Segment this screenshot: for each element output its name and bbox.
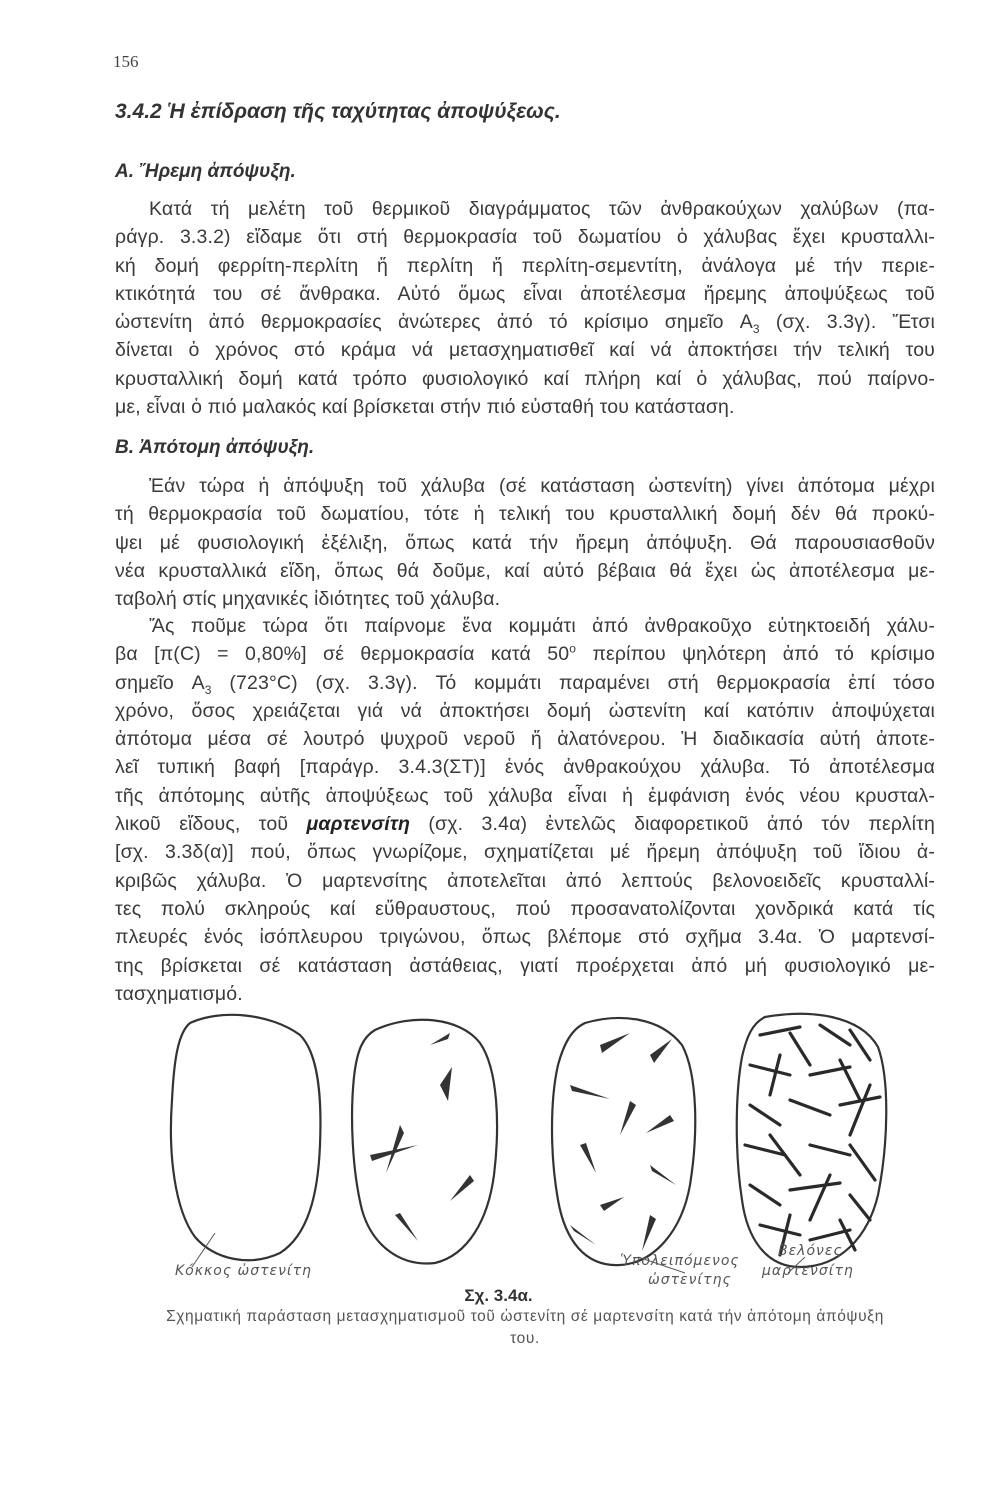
martensite-needle — [600, 1033, 630, 1053]
austenite-grain-2 — [352, 1020, 497, 1264]
label-martensite-needles-2: μαρτενσίτη — [762, 1263, 854, 1279]
martensite-needle — [650, 1039, 672, 1063]
label-residual-austenite-2: ὠστενίτης — [648, 1272, 732, 1288]
martensite-needle — [650, 1165, 676, 1185]
text-line: λικοῦ εἴδους, τοῦ μαρτενσίτη (σχ. 3.4α) ἐντελῶς διαφορετικοῦ ἀπό τόν περλίτη — [115, 813, 935, 836]
subsection-a-heading: Α. Ἤρεμη ἀπόψυξη. — [115, 161, 296, 182]
martensite-needle — [620, 1101, 636, 1135]
section-title: 3.4.2 Ἡ ἐπίδραση τῆς ταχύτητας ἀποψύξεως. — [115, 100, 561, 123]
martensite-needle — [440, 1067, 452, 1101]
martensite-needle — [580, 1143, 596, 1173]
term-martensite: μαρτενσίτη — [306, 813, 411, 836]
martensite-needle — [642, 1215, 656, 1251]
martensite-needle-mesh — [745, 1025, 880, 1255]
label-austenite-grain: Κόκκος ὠστενίτη — [175, 1263, 312, 1279]
figure-caption-text — [90, 1306, 960, 1350]
paragraph-martensite — [115, 612, 935, 1008]
text-line: νέα κρυσταλλικά εἴδη, ὅπως θά δοῦμε, καί αὐτό βέβαια θά ἔχει ὡς ἀποτέλεσμα με- — [115, 559, 935, 582]
text-line: λεῖ τυπική βαφή [παράγρ. 3.4.3(ΣΤ)] ἑνός ἀνθρακούχου χάλυβα. Τό ἀποτέλεσμα — [115, 756, 935, 779]
text-line: με, εἶναι ὁ πιό μαλακός καί βρίσκεται στήν πιό εὐσταθή του κατάσταση. — [115, 396, 735, 419]
text-line: ἀπότομα μέσα σέ λουτρό ψυχροῦ νεροῦ ἤ ἁλατόνερου. Ἡ διαδικασία αὐτή ἀποτε- — [115, 728, 935, 751]
text-line: τῆς ἀπότομης αὐτῆς ἀποψύξεως τοῦ χάλυβα εἶναι ἡ ἐμφάνιση ἑνός νέου κρυσταλ- — [115, 784, 935, 807]
text-line: Ἄς ποῦμε τώρα ὅτι παίρνομε ἕνα κομμάτι ἀπό ἀνθρακοῦχο εὐτηκτοειδή χάλυ- — [149, 615, 935, 637]
figure-martensite-transformation — [150, 1005, 910, 1290]
text-line: τασχηματισμό. — [115, 982, 243, 1005]
martensite-needle — [600, 1197, 624, 1211]
page-number: 156 — [113, 52, 139, 71]
martensite-needle — [450, 1175, 474, 1201]
text-line: ὠστενίτη ἀπό θερμοκρασίες ἀνώτερες ἀπό τό κρίσιμο σημεῖο $A_3$ (σχ. 3.3γ). Ἔτσι — [115, 311, 935, 337]
subsection-b-heading: Β. Ἀπότομη ἀπόψυξη. — [115, 437, 315, 458]
text-line: κριβῶς χάλυβα. Ὁ μαρτενσίτης ἀποτελεῖται ἀπό λεπτούς βελονοειδεῖς κρυσταλλί- — [115, 869, 935, 892]
figure-caption-title: Σχ. 3.4α. — [464, 1286, 533, 1305]
austenite-grain-1 — [171, 1015, 321, 1260]
martensite-needle — [430, 1033, 450, 1045]
text-line: κτικότητά του σέ ἄνθρακα. Αὐτό ὅμως εἶναι ἀποτέλεσμα ἤρεμης ἀποψύξεως τοῦ — [115, 282, 935, 305]
text-line: [σχ. 3.3δ(α)] πού, ὅπως γνωρίζομε, σχηματίζεται μέ ἤρεμη ἀπόψυξη τοῦ ἴδιου ἀ- — [115, 841, 935, 864]
paragraph-rapid-cooling — [115, 472, 935, 613]
caption-line: του. — [510, 1330, 540, 1347]
text-line: Κατά τή μελέτη τοῦ θερμικοῦ διαγράμματος τῶν ἀνθρακούχων χαλύβων (πα- — [149, 198, 935, 220]
text-line: τή θερμοκρασία τοῦ δωματίου, τότε ἡ τελική του κρυσταλλική δομή δέν θά προκύ- — [115, 503, 935, 526]
text-line: πλευρές ἑνός ἰσόπλευρου τριγώνου, ὅπως βλέπομε στό σχῆμα 3.4α. Ὁ μαρτενσί- — [115, 926, 935, 949]
text-line: ψει μέ φυσιολογική ἐξέλιξη, ὅπως κατά τήν ἤρεμη ἀπόψυξη. Θά παρουσιασθοῦν — [115, 531, 935, 554]
text-line: κρυσταλλική δομή κατά τρόπο φυσιολογικό καί πλήρη καί ὁ χάλυβας, πού παίρνο- — [115, 367, 935, 390]
text-line: σημεῖο $A_3$ (723°C) (σχ. 3.3γ). Τό κομμάτι παραμένει στή θερμοκρασία ἐπί τόσο — [115, 671, 935, 697]
text-line: χρόνο, ὅσος χρειάζεται γιά νά ἀποκτήσει δομή ὠστενίτη καί κατόπιν ἀποψύχεται — [115, 699, 935, 722]
text-line: Ἐάν τώρα ἡ ἀπόψυξη τοῦ χάλυβα (σέ κατάσταση ὠστενίτη) γίνει ἀπότομα μέχρι — [149, 475, 935, 497]
text-line: βα [π(C) = 0,80%] σέ θερμοκρασία κατά 50$^o$ περίπου ψηλότερη ἀπό τό κρίσιμο — [115, 641, 935, 666]
label-residual-austenite-1: Ὑπολειπόμενος — [620, 1253, 740, 1269]
martensite-needle — [646, 1115, 674, 1133]
text-line: ταβολή στίς μηχανικές ἰδιότητες τοῦ χάλυβα. — [115, 588, 501, 611]
label-martensite-needles-1: Βελόνες — [778, 1243, 843, 1259]
martensite-needle — [395, 1213, 418, 1241]
text-line: ράγρ. 3.3.2) εἴδαμε ὅτι στή θερμοκρασία τοῦ δωματίου ὁ χάλυβας ἔχει κρυσταλλι- — [115, 226, 935, 249]
paragraph-calm-cooling — [115, 195, 935, 421]
text-line: κή δομή φερρίτη-περλίτη ἤ περλίτη ἤ περλίτη-σεμεντίτη, ἀνάλογα μέ τήν περιε- — [115, 254, 935, 277]
text-line: της βρίσκεται σέ κατάσταση ἀστάθειας, γιατί προέρχεται ἀπό μή φυσιολογικό με- — [115, 954, 935, 977]
martensite-needle — [570, 1085, 610, 1099]
text-line: τες πολύ σκληρούς καί εὔθραυστους, πού προσανατολίζονται χονδρικά κατά τίς — [115, 897, 935, 920]
text-line: δίνεται ὁ χρόνος στό κράμα νά μετασχηματισθεῖ καί νά ἀποκτήσει τήν τελική του — [115, 339, 935, 362]
caption-line: Σχηματική παράσταση μετασχηματισμοῦ τοῦ ὠστενίτη σέ μαρτενσίτη κατά τήν ἀπότομη ἀπόψυξη — [166, 1308, 884, 1325]
